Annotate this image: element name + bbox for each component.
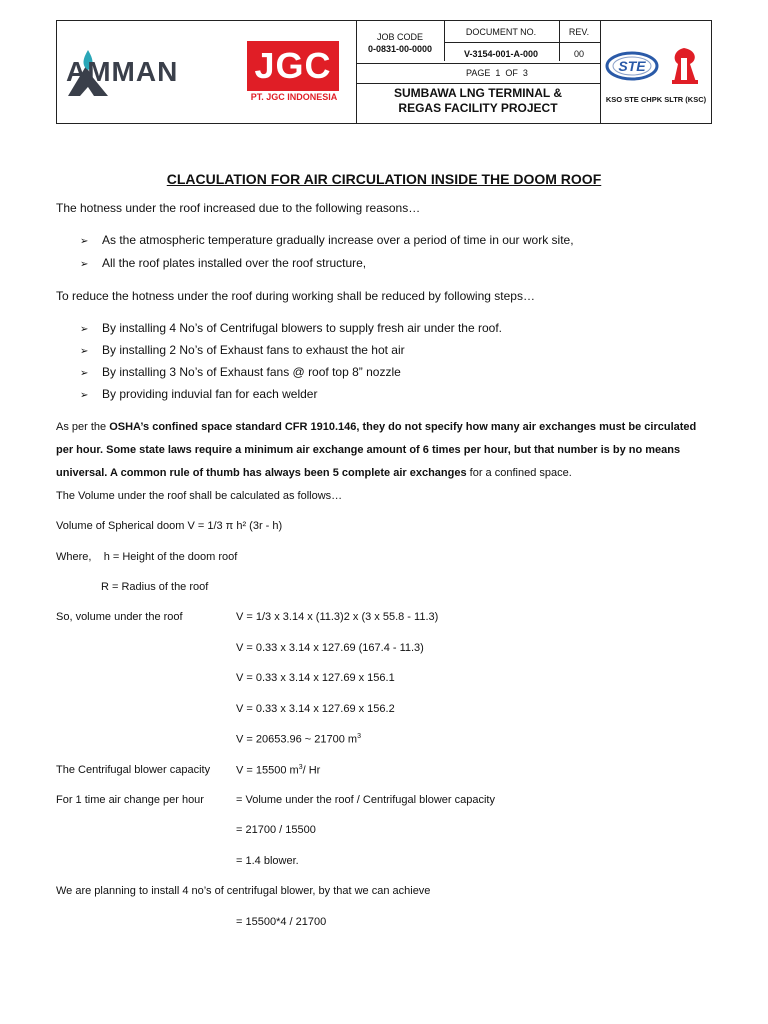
arrow-bullet-icon: ➢ xyxy=(80,368,89,379)
air-change-result: = 1.4 blower. xyxy=(236,855,299,867)
reason-item: ➢ All the roof plates installed over the roof structure, xyxy=(80,256,367,270)
calc-step: V = 1/3 x 3.14 x (11.3)2 x (3 x 55.8 - 11.3) xyxy=(236,611,439,623)
where-r: R = Radius of the roof xyxy=(101,581,209,593)
calc-result: V = 20653.96 ~ 21700 $m^3$ xyxy=(236,733,362,746)
air-change-label: For 1 time air change per hour xyxy=(56,794,204,806)
calc-step: V = 0.33 x 3.14 x 127.69 x 156.1 xyxy=(236,672,395,684)
volume-intro: The Volume under the roof shall be calculated as follows… xyxy=(56,490,343,502)
reason-item: ➢ As the atmospheric temperature gradually increase over a period of time in our work site, xyxy=(80,233,574,247)
jgc-logo-subtitle: PT. JGC INDONESIA xyxy=(250,92,338,102)
planning-text: We are planning to install 4 no’s of centrifugal blower, by that we can achieve xyxy=(56,885,431,897)
arrow-bullet-icon: ➢ xyxy=(80,236,89,247)
air-change-values: = 21700 / 15500 xyxy=(236,824,316,836)
page-number: 1 xyxy=(495,68,501,78)
arrow-bullet-icon: ➢ xyxy=(80,346,89,357)
ste-logo-icon xyxy=(604,46,708,86)
project-line-1: SUMBAWA LNG TERMINAL & xyxy=(394,86,562,100)
arrow-bullet-icon: ➢ xyxy=(80,324,89,335)
page-title: CLACULATION FOR AIR CIRCULATION INSIDE THE DOOM ROOF xyxy=(166,171,602,187)
job-code-label: JOB CODE xyxy=(376,32,423,42)
blower-label: The Centrifugal blower capacity xyxy=(56,764,211,776)
document-no-label: DOCUMENT NO. xyxy=(465,27,537,37)
volume-formula: Volume of Spherical doom V = 1/3 π h² (3r - h) xyxy=(56,520,283,532)
rev-value: 00 xyxy=(573,49,584,59)
intro-text: The hotness under the roof increased due to the following reasons… xyxy=(56,201,421,215)
blower-value: V = 15500 $m^3/$ Hr xyxy=(236,764,321,777)
calc-label: So, volume under the roof xyxy=(56,611,183,623)
step-item: ➢ By installing 3 No’s of Exhaust fans @ roof top 8” nozzle xyxy=(80,365,401,379)
arrow-bullet-icon: ➢ xyxy=(80,259,89,270)
steps-intro-text: To reduce the hotness under the roof during working shall be reduced by following steps… xyxy=(56,289,535,303)
air-change-formula: = Volume under the roof / Centrifugal blower capacity xyxy=(236,794,495,806)
page-of: OF xyxy=(505,68,518,78)
document-no-value: V-3154-001-A-000 xyxy=(463,49,539,59)
project-name xyxy=(356,86,600,116)
step-item: ➢ By installing 2 No’s of Exhaust fans to exhaust the hot air xyxy=(80,343,405,357)
rev-label: REV. xyxy=(568,27,590,37)
step-item: ➢ By providing induvial fan for each welder xyxy=(80,387,318,401)
step-item: ➢ By installing 4 No’s of Centrifugal blowers to supply fresh air under the roof. xyxy=(80,321,502,335)
page-indicator xyxy=(466,68,600,78)
jgc-logo: JGC xyxy=(247,41,339,91)
calc-step: V = 0.33 x 3.14 x 127.69 (167.4 - 11.3) xyxy=(236,642,424,654)
svg-text:STE: STE xyxy=(618,58,646,74)
where-h: Where, h = Height of the doom roof xyxy=(56,551,238,563)
calc-step: V = 0.33 x 3.14 x 127.69 x 156.2 xyxy=(236,703,395,715)
osha-paragraph: As per the OSHA’s confined space standard CFR 1910.146, they do not specify how many air exchanges must be circulated per hour. Some state laws require a minimum air exchange amount of 6 times per hour, but that number is by no means universal. A common rule of thumb has always been 5 complete air exchanges for a confined space. xyxy=(56,421,697,479)
page-total: 3 xyxy=(522,68,528,78)
project-line-2: REGAS FACILITY PROJECT xyxy=(398,101,558,115)
osha-bold-text: OSHA’s confined space standard CFR 1910.146, they do not specify how many air exchanges must be circulated per hour. Some state laws require a minimum air exchange amount of 6 times per hour, but that number is by no means universal. A common rule of thumb has always been 5 complete air exchanges xyxy=(56,421,697,479)
amman-logo-text: AMMAN xyxy=(66,56,179,87)
arrow-bullet-icon: ➢ xyxy=(80,390,89,401)
ksc-label: KSO STE CHPK SLTR (KSC) xyxy=(605,95,707,104)
page-label: PAGE xyxy=(466,68,491,78)
job-code-value: 0-0831-00-0000 xyxy=(367,44,433,54)
final-calc: = 15500*4 / 21700 xyxy=(236,916,327,928)
